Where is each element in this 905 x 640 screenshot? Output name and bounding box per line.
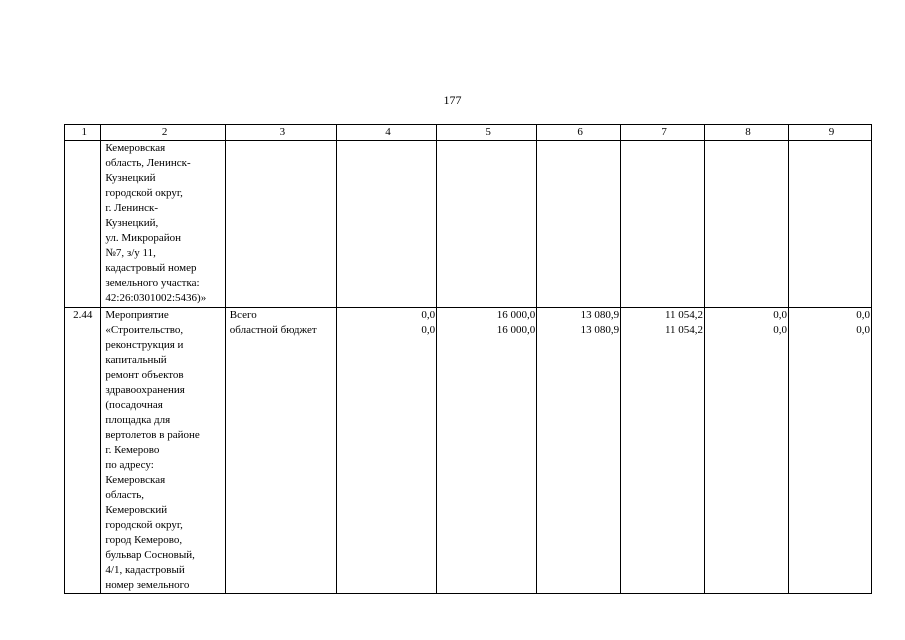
funding-source-total: Всего	[229, 309, 257, 321]
description-line: г. Кемерово	[105, 444, 160, 456]
value-cell	[537, 308, 621, 594]
description-line: ремонт объектов	[105, 369, 184, 381]
value-cell	[437, 141, 537, 308]
column-number: 7	[621, 125, 705, 141]
description-line: Кузнецкий	[105, 172, 156, 184]
description-line: кадастровый номер	[105, 262, 197, 274]
funding-source-cell	[225, 308, 336, 594]
value-total: 0,0	[773, 309, 787, 321]
value-cell	[621, 141, 705, 308]
value-regional: 0,0	[773, 324, 787, 336]
description-line: здравоохранения	[105, 384, 185, 396]
column-number: 4	[337, 125, 437, 141]
value-cell	[705, 308, 789, 594]
description-line: капитальный	[105, 354, 167, 366]
value-total: 0,0	[856, 309, 870, 321]
column-number-row	[65, 125, 872, 141]
description-line: область,	[105, 489, 145, 501]
value-cell	[437, 308, 537, 594]
row-index: 2.44	[65, 308, 101, 594]
value-cell	[705, 141, 789, 308]
description-line: г. Ленинск-	[105, 202, 158, 214]
budget-table	[64, 124, 872, 594]
column-number: 5	[437, 125, 537, 141]
value-cell	[537, 141, 621, 308]
description-line: бульвар Сосновый,	[105, 549, 195, 561]
description-line: Кемеровский	[105, 504, 168, 516]
column-number: 2	[101, 125, 225, 141]
description-line: номер земельного	[105, 579, 190, 591]
value-total: 0,0	[421, 309, 436, 321]
value-regional: 0,0	[421, 324, 436, 336]
value-regional: 13 080,9	[580, 324, 620, 336]
description-line: 42:26:0301002:5436)»	[105, 292, 207, 304]
column-number: 6	[537, 125, 621, 141]
funding-source-regional: областной бюджет	[229, 324, 317, 336]
description-line: город Кемерово,	[105, 534, 183, 546]
description-line: земельного участка:	[105, 277, 200, 289]
description-line: площадка для	[105, 414, 171, 426]
value-cell	[337, 141, 437, 308]
value-total: 16 000,0	[496, 309, 536, 321]
column-number: 1	[65, 125, 101, 141]
page-number: 177	[443, 93, 462, 107]
value-total: 11 054,2	[664, 309, 704, 321]
value-regional: 16 000,0	[496, 324, 536, 336]
description-line: область, Ленинск-	[105, 157, 191, 169]
value-cell	[621, 308, 705, 594]
description-line: по адресу:	[105, 459, 154, 471]
description-line: (посадочная	[105, 399, 163, 411]
value-cell	[788, 141, 871, 308]
column-number: 3	[225, 125, 336, 141]
description-line: городской округ,	[105, 187, 183, 199]
value-cell	[788, 308, 871, 594]
description-line: Кемеровская	[105, 142, 166, 154]
row-description	[101, 308, 225, 594]
value-total: 13 080,9	[580, 309, 620, 321]
description-line: Мероприятие	[105, 309, 169, 321]
description-line: городской округ,	[105, 519, 183, 531]
description-text	[105, 141, 223, 306]
row-index	[65, 141, 101, 308]
row-description	[101, 141, 225, 308]
table-row-2-44	[65, 308, 872, 594]
description-line: Кузнецкий,	[105, 217, 159, 229]
description-line: ул. Микрорайон	[105, 232, 182, 244]
description-line: 4/1, кадастровый	[105, 564, 185, 576]
funding-source-cell	[225, 141, 336, 308]
description-line: вертолетов в районе	[105, 429, 200, 441]
column-number: 9	[788, 125, 871, 141]
table-row-continuation	[65, 141, 872, 308]
value-regional: 11 054,2	[664, 324, 704, 336]
description-text	[105, 308, 223, 593]
description-line: реконструкция и	[105, 339, 184, 351]
description-line: «Строительство,	[105, 324, 184, 336]
value-regional: 0,0	[856, 324, 870, 336]
description-line: Кемеровская	[105, 474, 166, 486]
value-cell	[337, 308, 437, 594]
description-line: №7, з/у 11,	[105, 247, 156, 259]
column-number: 8	[705, 125, 789, 141]
